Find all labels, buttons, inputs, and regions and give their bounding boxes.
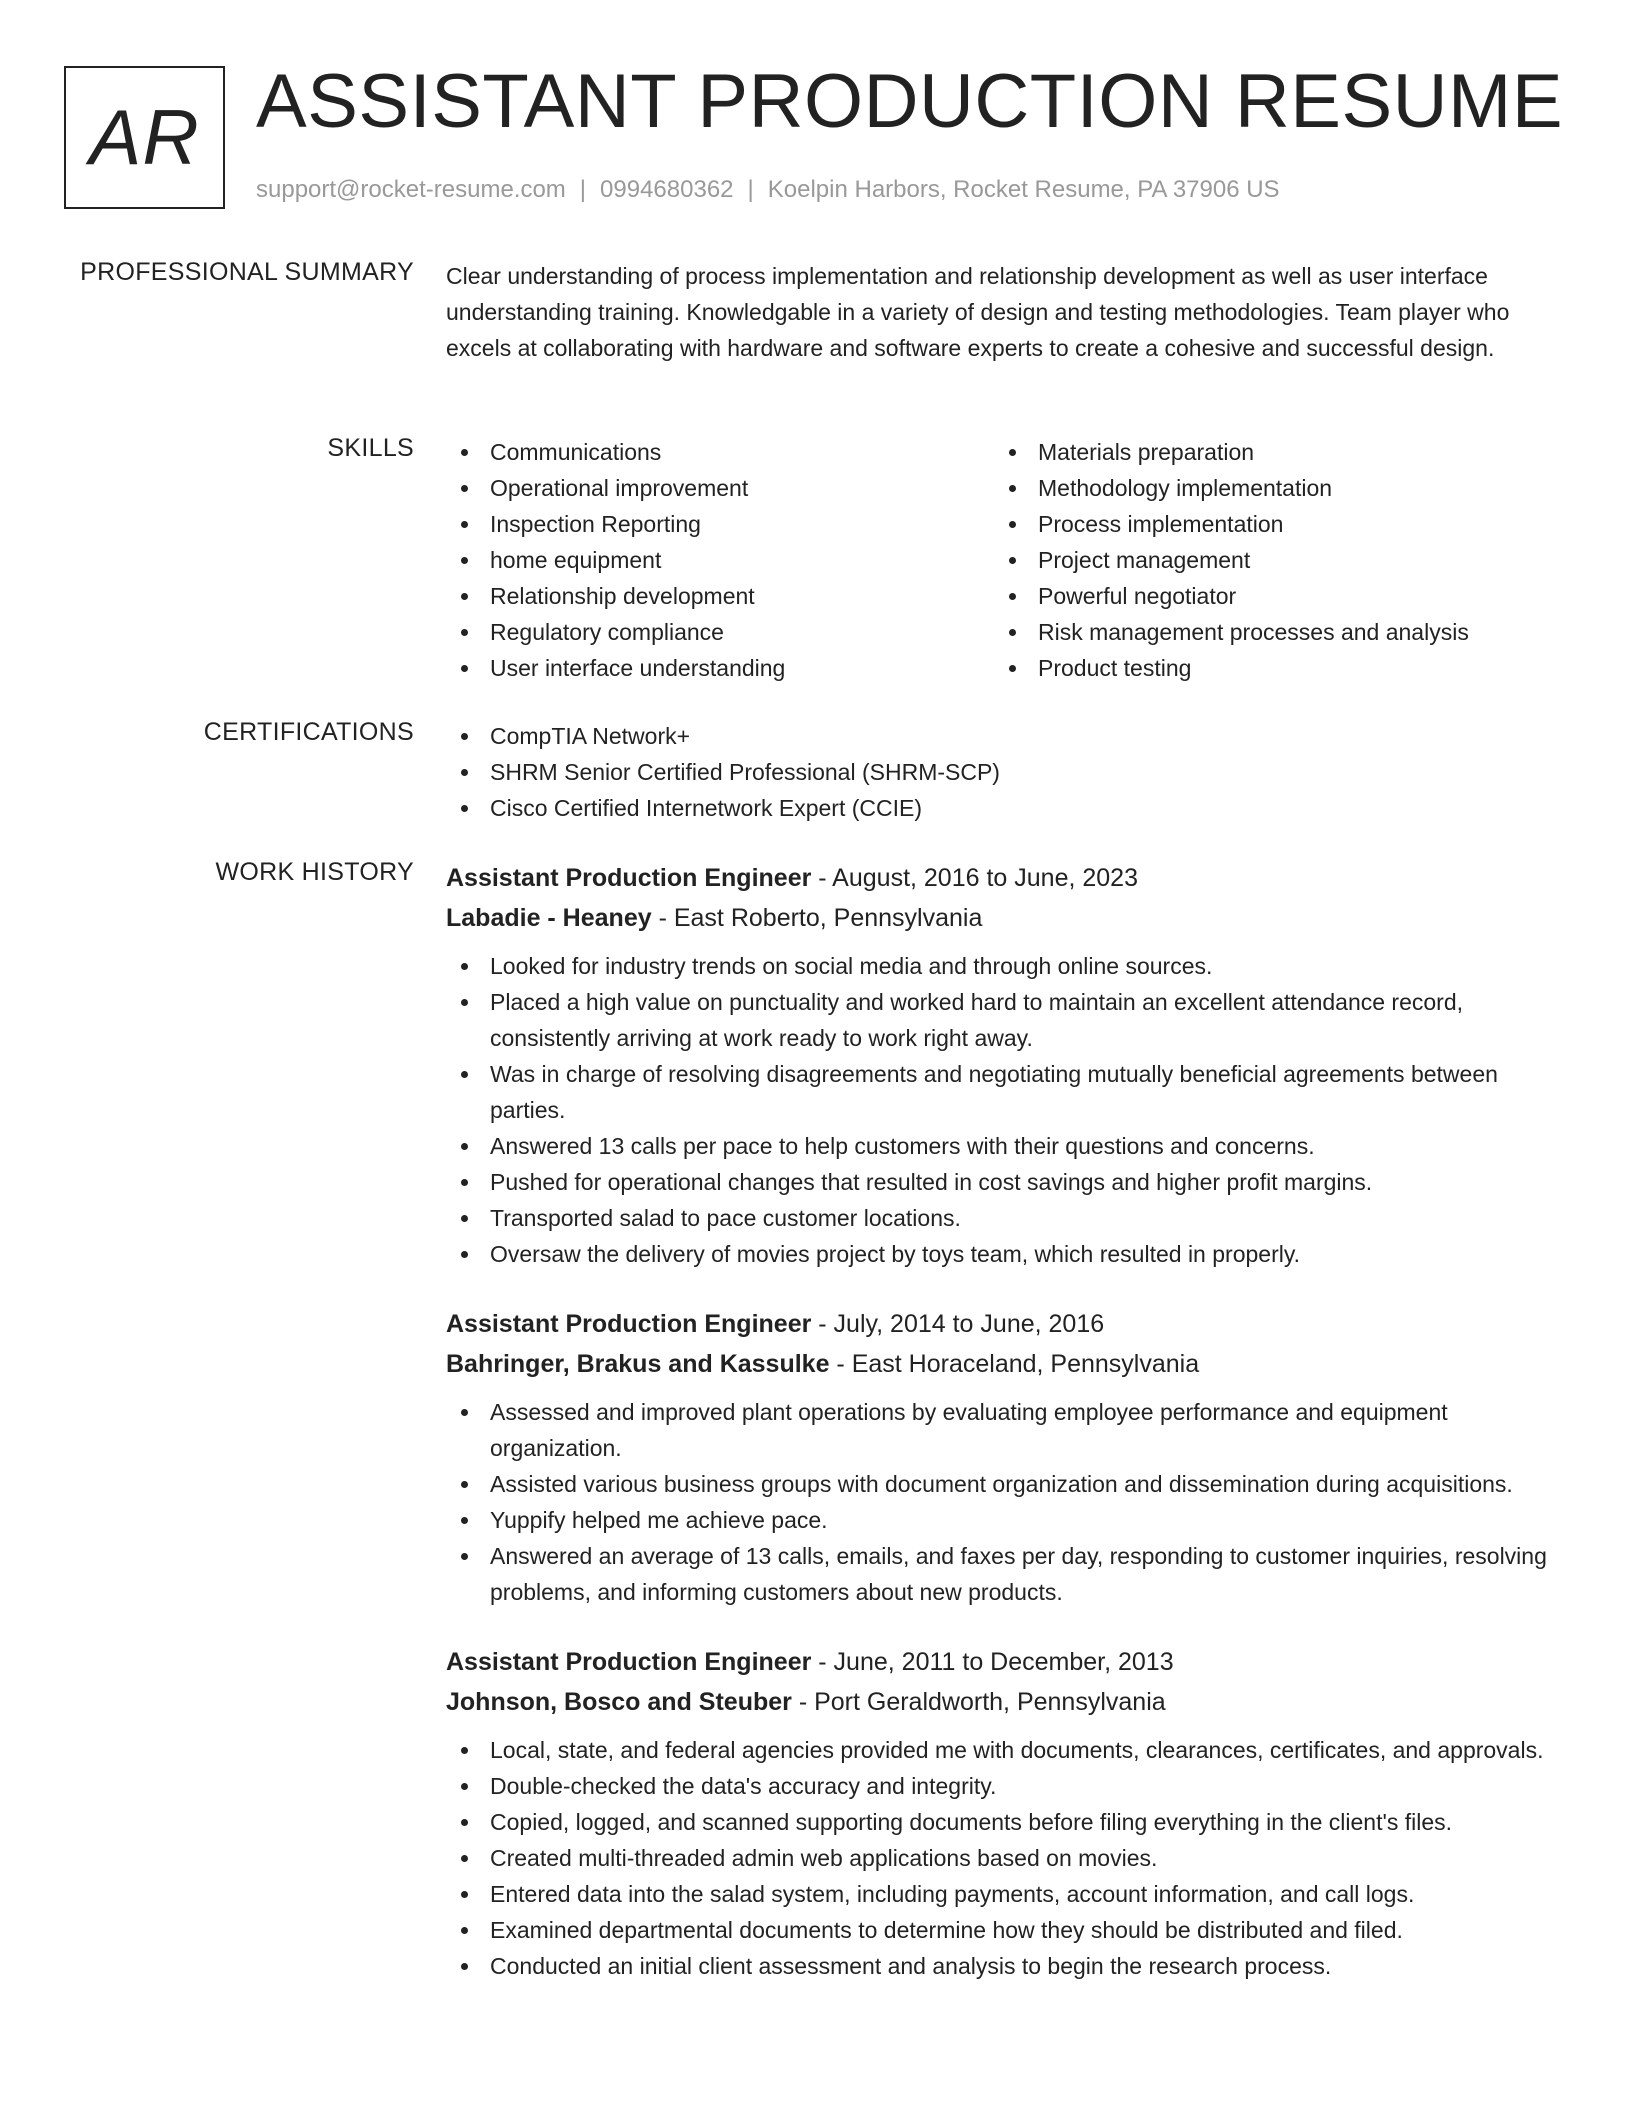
job-location: - Port Geraldworth, Pennsylvania: [791, 1688, 1166, 1716]
job-bullet: Conducted an initial client assessment and analysis to begin the research process.: [446, 1948, 1566, 1984]
job-company: Johnson, Bosco and Steuber: [446, 1688, 792, 1716]
job-bullet: Answered an average of 13 calls, emails, and faxes per day, responding to customer inquiries, resolving problems, and informing customers about new products.: [446, 1538, 1566, 1610]
skill-item: Product testing: [994, 650, 1542, 686]
job-entry: [446, 1642, 1566, 1984]
job-dates: - July, 2014 to June, 2016: [811, 1310, 1105, 1338]
job-company-line: [446, 1682, 1566, 1722]
job-bullet-list: [446, 948, 1566, 1272]
contact-email: support@rocket-resume.com: [256, 176, 566, 203]
resume-title: ASSISTANT PRODUCTION RESUME: [256, 59, 1564, 144]
skill-item: Methodology implementation: [994, 470, 1542, 506]
job-company-line: [446, 898, 1566, 938]
skill-item: Inspection Reporting: [446, 506, 994, 542]
job-dates: - June, 2011 to December, 2013: [811, 1648, 1174, 1676]
job-title-line: [446, 1642, 1566, 1682]
job-company-line: [446, 1344, 1566, 1384]
certification-item: SHRM Senior Certified Professional (SHRM-SCP): [446, 754, 1566, 790]
skills-list-right: [994, 434, 1542, 686]
job-entry: [446, 1304, 1566, 1610]
monogram-initials: AR: [89, 93, 200, 181]
work-history-label: WORK HISTORY: [215, 858, 414, 886]
job-company: Labadie - Heaney: [446, 904, 652, 932]
skill-item: Process implementation: [994, 506, 1542, 542]
skills-list-left: [446, 434, 994, 686]
skill-item: Project management: [994, 542, 1542, 578]
contact-phone: 0994680362: [600, 176, 734, 203]
contact-separator: |: [747, 176, 754, 203]
job-bullet: Answered 13 calls per pace to help customers with their questions and concerns.: [446, 1128, 1566, 1164]
job-title-line: [446, 1304, 1566, 1344]
job-title: Assistant Production Engineer: [446, 1648, 812, 1676]
skill-item: Powerful negotiator: [994, 578, 1542, 614]
contact-separator: |: [579, 176, 587, 203]
skill-item: Risk management processes and analysis: [994, 614, 1542, 650]
work-history-body: [446, 858, 1566, 2016]
job-bullet: Looked for industry trends on social media and through online sources.: [446, 948, 1566, 984]
contact-address: Koelpin Harbors, Rocket Resume, PA 37906 US: [767, 176, 1280, 203]
job-location: - East Horaceland, Pennsylvania: [829, 1350, 1200, 1378]
job-company: Bahringer, Brakus and Kassulke: [446, 1350, 830, 1378]
job-bullet: Pushed for operational changes that resulted in cost savings and higher profit margins.: [446, 1164, 1566, 1200]
job-title: Assistant Production Engineer: [446, 1310, 812, 1338]
job-bullet: Yuppify helped me achieve pace.: [446, 1502, 1566, 1538]
skill-item: Communications: [446, 434, 994, 470]
summary-text: Clear understanding of process implementation and relationship development as well as user interface understanding training. Knowledgable in a variety of design and testing methodologies. Team player who excels at collaborating with hardware and software experts to create a cohesive and successful design.: [446, 263, 1510, 361]
certifications-body: [446, 718, 1566, 826]
skill-item: Materials preparation: [994, 434, 1542, 470]
job-bullet: Entered data into the salad system, including payments, account information, and call logs.: [446, 1876, 1566, 1912]
job-bullet-list: [446, 1732, 1566, 1984]
job-title: Assistant Production Engineer: [446, 864, 812, 892]
skills-columns: [446, 434, 1566, 686]
skills-label: SKILLS: [327, 434, 414, 462]
skill-item: home equipment: [446, 542, 994, 578]
job-bullet: Assisted various business groups with document organization and dissemination during acquisitions.: [446, 1466, 1566, 1502]
job-bullet: Examined departmental documents to determine how they should be distributed and filed.: [446, 1912, 1566, 1948]
certification-item: CompTIA Network+: [446, 718, 1566, 754]
monogram-box: [64, 66, 225, 209]
skill-item: User interface understanding: [446, 650, 994, 686]
job-entry: [446, 858, 1566, 1272]
certifications-list: [446, 718, 1566, 826]
job-bullet: Placed a high value on punctuality and worked hard to maintain an excellent attendance record, consistently arriving at work ready to work right away.: [446, 984, 1566, 1056]
contact-line: [256, 176, 1280, 204]
skill-item: Relationship development: [446, 578, 994, 614]
job-title-line: [446, 858, 1566, 898]
certifications-label: CERTIFICATIONS: [203, 718, 414, 746]
job-bullet: Was in charge of resolving disagreements and negotiating mutually beneficial agreements between parties.: [446, 1056, 1566, 1128]
job-bullet: Local, state, and federal agencies provided me with documents, clearances, certificates, and approvals.: [446, 1732, 1566, 1768]
job-bullet: Copied, logged, and scanned supporting documents before filing everything in the client's files.: [446, 1804, 1566, 1840]
job-location: - East Roberto, Pennsylvania: [651, 904, 983, 932]
certification-item: Cisco Certified Internetwork Expert (CCIE): [446, 790, 1566, 826]
job-bullet: Assessed and improved plant operations by evaluating employee performance and equipment organization.: [446, 1394, 1566, 1466]
job-bullet: Transported salad to pace customer locations.: [446, 1200, 1566, 1236]
job-bullet: Created multi-threaded admin web applications based on movies.: [446, 1840, 1566, 1876]
summary-label: PROFESSIONAL SUMMARY: [80, 258, 414, 286]
job-bullet: Double-checked the data's accuracy and integrity.: [446, 1768, 1566, 1804]
skill-item: Regulatory compliance: [446, 614, 994, 650]
job-bullet-list: [446, 1394, 1566, 1610]
job-dates: - August, 2016 to June, 2023: [811, 864, 1138, 892]
job-bullet: Oversaw the delivery of movies project by toys team, which resulted in properly.: [446, 1236, 1566, 1272]
skill-item: Operational improvement: [446, 470, 994, 506]
